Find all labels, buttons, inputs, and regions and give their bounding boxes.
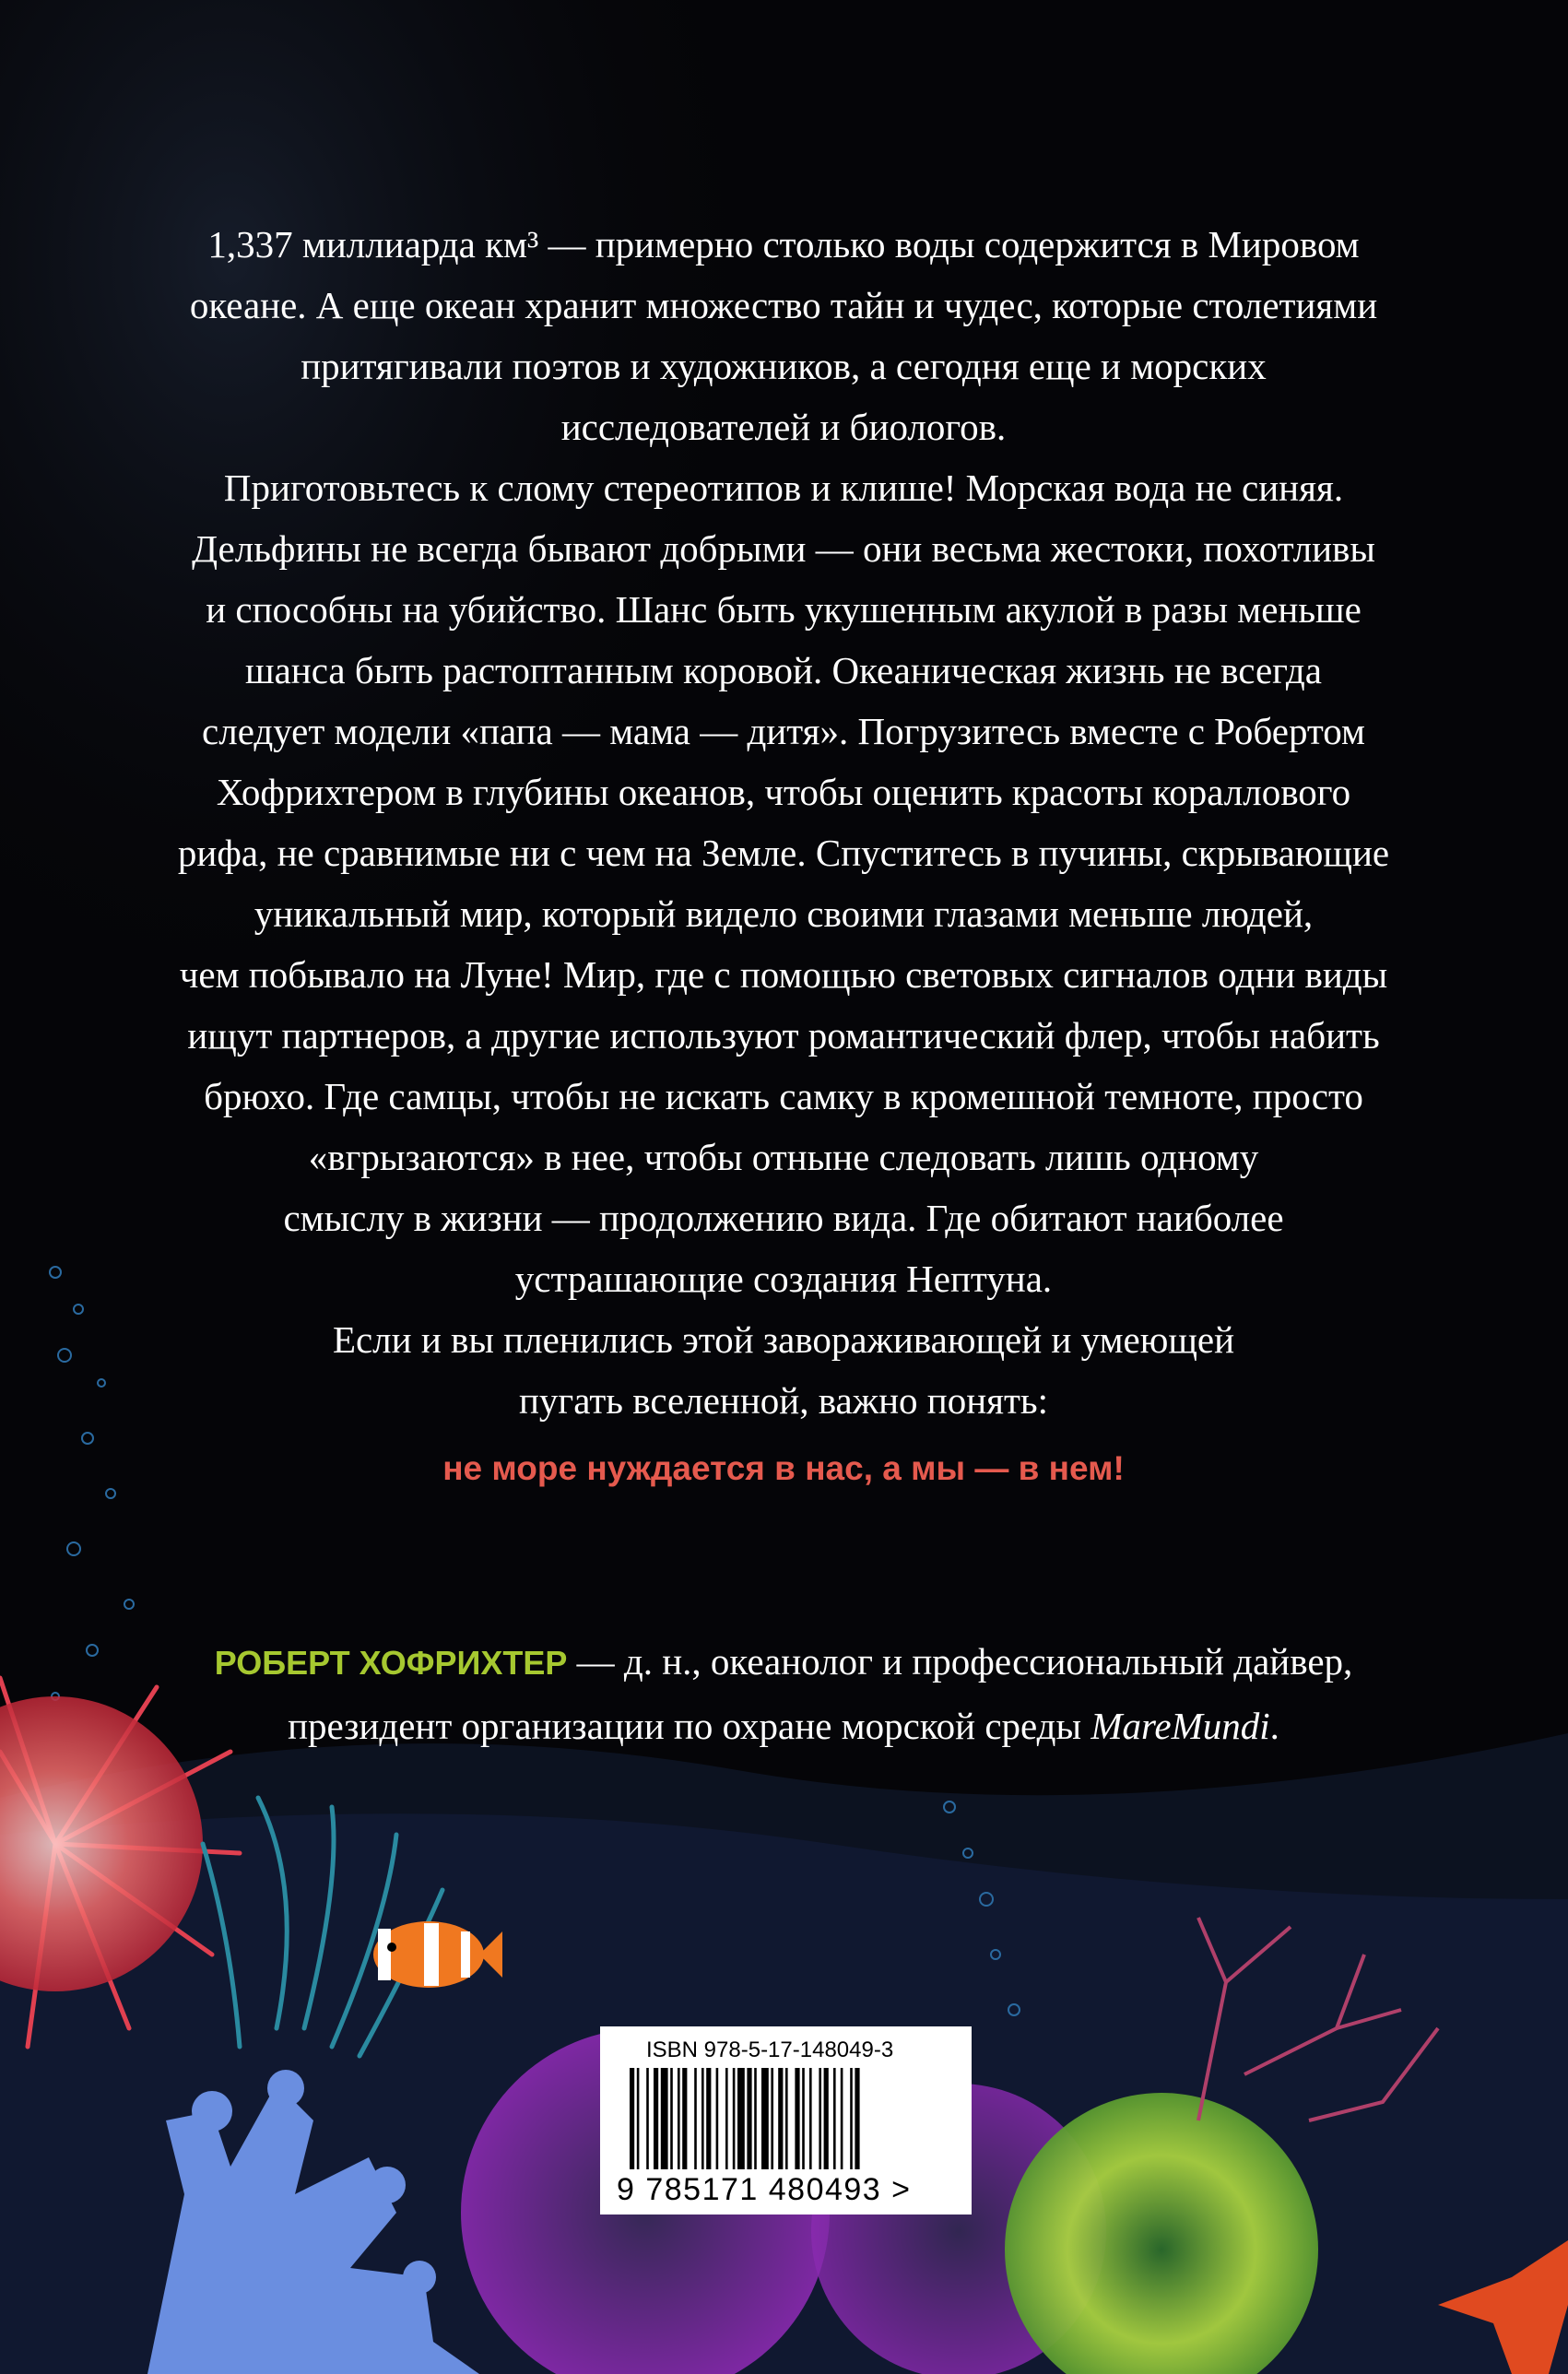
text-line: чем побывало на Луне! Мир, где с помощью световых сигналов одни виды (179, 953, 1388, 996)
paragraph (138, 214, 1429, 457)
barcode-bar (670, 2068, 673, 2169)
text-line: смыслу в жизни — продолжению вида. Где обитают наиболее (283, 1197, 1284, 1239)
barcode-bar (646, 2068, 649, 2169)
text-line: брюхо. Где самцы, чтобы не искать самку в кромешной темноте, просто (204, 1075, 1363, 1117)
barcode-bar (771, 2068, 773, 2169)
barcode-bar (785, 2068, 788, 2169)
barcode-bar (819, 2068, 821, 2169)
barcode-bar (701, 2068, 704, 2169)
text-line: устрашающие создания Нептуна. (514, 1258, 1053, 1300)
barcode-bar (737, 2068, 745, 2169)
barcode-bar (661, 2068, 668, 2169)
organization-name: MareMundi (1091, 1705, 1270, 1747)
isbn-digits: 9 785171 480493 > (617, 2172, 912, 2207)
text-line: «вгрызаются» в нее, чтобы отныне следовать лишь одному (308, 1136, 1259, 1178)
barcode-bar (809, 2068, 812, 2169)
tagline: не море нуждается в нас, а мы — в нем! (442, 1449, 1125, 1487)
paragraph (138, 1309, 1429, 1431)
barcode-bar (637, 2068, 640, 2169)
text-line: 1,337 миллиарда км³ — примерно столько воды содержится в Мировом (207, 223, 1360, 266)
text-line: и способны на убийство. Шанс быть укушенным акулой в разы меньше (206, 588, 1362, 631)
text-line: океане. А еще океан хранит множество тайн и чудес, которые столетиями (189, 284, 1378, 326)
text-line: уникальный мир, который видело своими глазами меньше людей, (253, 892, 1314, 935)
text-line: ищут партнеров, а другие используют романтический флер, чтобы набить (187, 1014, 1380, 1057)
barcode-bar (841, 2068, 843, 2169)
barcode-bar (716, 2068, 719, 2169)
author-name: РОБЕРТ ХОФРИХТЕР (214, 1644, 568, 1682)
barcode-bar (706, 2068, 711, 2169)
barcode (630, 2068, 952, 2169)
paragraph (138, 457, 1429, 1309)
text-line: шанса быть растоптанным коровой. Океаническая жизнь не всегда (245, 649, 1322, 691)
text-line: Хофрихтером в глубины океанов, чтобы оценить красоты кораллового (216, 771, 1351, 813)
barcode-bar (630, 2068, 634, 2169)
barcode-bar (761, 2068, 769, 2169)
barcode-bar (795, 2068, 799, 2169)
description-text (138, 214, 1429, 1431)
barcode-bar (802, 2068, 805, 2169)
barcode-bar (778, 2068, 783, 2169)
author-bio: РОБЕРТ ХОФРИХТЕР — д. н., океанолог и профессиональный дайвер, президент организации по охране морской среды MareMundi. (214, 1640, 1353, 1747)
author-desc-2: президент организации по охране морской среды (288, 1705, 1091, 1747)
text-line: Дельфины не всегда бывают добрыми — они весьма жестоки, похотливы (192, 527, 1375, 570)
text-line: притягивали поэтов и художников, а сегодня еще и морских (301, 345, 1267, 387)
barcode-bar (754, 2068, 757, 2169)
text-line: следует модели «папа — мама — дитя». Погрузитесь вместе с Робертом (202, 710, 1365, 752)
barcode-bar (747, 2068, 751, 2169)
text-line: исследователей и биологов. (560, 406, 1007, 448)
barcode-bar (678, 2068, 680, 2169)
barcode-bar (682, 2068, 687, 2169)
barcode-bar (694, 2068, 697, 2169)
text-line: Если и вы пленились этой завораживающей и умеющей (332, 1318, 1235, 1361)
barcode-bar (725, 2068, 728, 2169)
barcode-bar (733, 2068, 736, 2169)
isbn-barcode-box (600, 2026, 972, 2215)
isbn-label: ISBN 978-5-17-148049-3 (646, 2037, 894, 2062)
barcode-bar (654, 2068, 658, 2169)
author-desc: — д. н., океанолог и профессиональный дайвер, (567, 1640, 1353, 1683)
barcode-bar (855, 2068, 859, 2169)
barcode-bar (824, 2068, 829, 2169)
text-line: рифа, не сравнимые ни с чем на Земле. Спуститесь в пучины, скрывающие (177, 832, 1390, 874)
barcode-bar (850, 2068, 853, 2169)
text-line: Приготовьтесь к слому стереотипов и клише! Морская вода не синяя. (223, 467, 1344, 509)
barcode-bar (833, 2068, 836, 2169)
text-line: пугать вселенной, важно понять: (518, 1379, 1049, 1422)
